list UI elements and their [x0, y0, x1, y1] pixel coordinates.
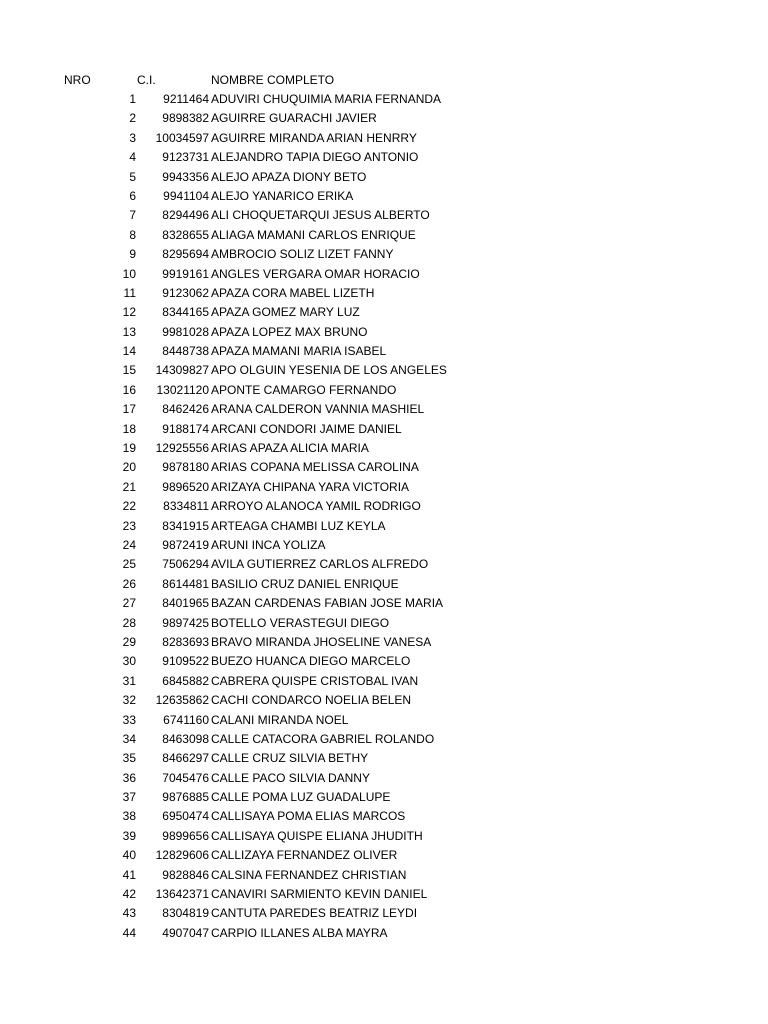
table-row [0, 265, 768, 284]
row-ci: 12925556 [155, 441, 209, 456]
row-nro: 20 [122, 460, 136, 475]
row-ci: 8294496 [162, 208, 209, 223]
row-ci: 9188174 [162, 421, 209, 436]
table-row [0, 206, 768, 225]
row-nro: 24 [122, 537, 136, 552]
row-ci: 6950474 [162, 809, 209, 824]
table-row [0, 303, 768, 322]
table-row [0, 109, 768, 128]
table-row [0, 226, 768, 245]
row-ci: 9878180 [162, 460, 209, 475]
table-row [0, 594, 768, 613]
row-ci: 13021120 [156, 382, 209, 397]
row-nro: 26 [122, 576, 136, 591]
row-name: APAZA CORA MABEL LIZETH [211, 285, 375, 300]
table-row [0, 827, 768, 846]
row-nro: 17 [122, 402, 136, 417]
row-nro: 37 [122, 790, 136, 805]
row-nro: 39 [122, 828, 136, 843]
row-nro: 9 [129, 247, 136, 262]
table-row [0, 323, 768, 342]
row-ci: 9898382 [162, 111, 209, 126]
row-nro: 8 [129, 227, 136, 242]
row-name: ARIAS COPANA MELISSA CAROLINA [211, 460, 419, 475]
row-nro: 29 [122, 634, 136, 649]
row-ci: 9896520 [162, 479, 209, 494]
row-nro: 21 [122, 479, 136, 494]
table-row [0, 129, 768, 148]
row-nro: 1 [129, 92, 136, 106]
row-name: ALEJO APAZA DIONY BETO [211, 169, 367, 184]
row-name: AMBROCIO SOLIZ LIZET FANNY [211, 247, 394, 262]
row-nro: 38 [122, 809, 136, 824]
row-name: AGUIRRE GUARACHI JAVIER [211, 111, 377, 126]
row-ci: 9897425 [162, 615, 209, 630]
row-ci: 9919161 [162, 266, 209, 281]
row-nro: 41 [122, 867, 136, 882]
row-name: CALLISAYA POMA ELIAS MARCOS [211, 809, 406, 824]
row-name: CACHI CONDARCO NOELIA BELEN [211, 693, 412, 708]
table-row [0, 866, 768, 885]
table-row [0, 749, 768, 768]
row-nro: 7 [129, 208, 136, 223]
student-list [0, 90, 768, 943]
row-name: BASILIO CRUZ DANIEL ENRIQUE [211, 576, 399, 591]
row-name: ALIAGA MAMANI CARLOS ENRIQUE [211, 227, 416, 242]
row-name: CALLE PACO SILVIA DANNY [211, 770, 370, 785]
row-name: APONTE CAMARGO FERNANDO [211, 382, 397, 397]
row-ci: 9981028 [162, 324, 209, 339]
row-ci: 8283693 [162, 634, 209, 649]
row-name: CALLIZAYA FERNANDEZ OLIVER [211, 848, 398, 863]
row-name: APO OLGUIN YESENIA DE LOS ANGELES [211, 363, 447, 378]
row-ci: 13642371 [155, 887, 209, 902]
row-nro: 31 [122, 673, 136, 688]
row-name: CALLISAYA QUISPE ELIANA JHUDITH [211, 828, 423, 843]
table-row [0, 633, 768, 652]
row-name: CALANI MIRANDA NOEL [211, 712, 349, 727]
row-name: ARTEAGA CHAMBI LUZ KEYLA [211, 518, 386, 533]
table-row [0, 284, 768, 303]
row-nro: 35 [122, 751, 136, 766]
table-row [0, 439, 768, 458]
row-nro: 36 [122, 770, 136, 785]
row-name: BAZAN CARDENAS FABIAN JOSE MARIA [211, 596, 444, 611]
row-nro: 43 [122, 906, 136, 921]
table-row [0, 807, 768, 826]
row-ci: 6741160 [163, 712, 209, 727]
row-name: ARANA CALDERON VANNIA MASHIEL [211, 402, 425, 417]
row-name: ARROYO ALANOCA YAMIL RODRIGO [211, 499, 421, 514]
table-row [0, 924, 768, 943]
row-ci: 9941104 [163, 188, 209, 203]
table-row [0, 730, 768, 749]
row-nro: 44 [122, 925, 136, 940]
row-nro: 11 [123, 285, 136, 300]
table-row [0, 555, 768, 574]
row-ci: 8328655 [162, 227, 209, 242]
row-ci: 9943356 [162, 169, 209, 184]
row-ci: 8462426 [162, 402, 209, 417]
header-ci: C.I. [137, 73, 156, 87]
row-ci: 12635862 [155, 693, 209, 708]
row-nro: 12 [122, 305, 136, 320]
table-row [0, 517, 768, 536]
table-row [0, 400, 768, 419]
row-ci: 8614481 [162, 576, 209, 591]
row-name: ALI CHOQUETARQUI JESUS ALBERTO [211, 208, 430, 223]
row-name: CALSINA FERNANDEZ CHRISTIAN [211, 867, 407, 882]
row-ci: 9109522 [162, 654, 209, 669]
table-row [0, 458, 768, 477]
row-name: BUEZO HUANCA DIEGO MARCELO [211, 654, 411, 669]
row-ci: 12829606 [155, 848, 209, 863]
table-row [0, 342, 768, 361]
row-nro: 10 [122, 266, 136, 281]
row-name: ARIZAYA CHIPANA YARA VICTORIA [211, 479, 410, 494]
row-ci: 7045476 [162, 770, 209, 785]
table-row [0, 381, 768, 400]
row-ci: 14309827 [155, 363, 209, 378]
table-row [0, 361, 768, 380]
table-row [0, 672, 768, 691]
row-ci: 8448738 [162, 344, 209, 359]
row-ci: 8344165 [162, 305, 209, 320]
row-nro: 30 [122, 654, 136, 669]
row-nro: 5 [129, 169, 136, 184]
row-name: CANTUTA PAREDES BEATRIZ LEYDI [211, 906, 418, 921]
row-ci: 4907047 [162, 925, 209, 940]
row-nro: 3 [129, 130, 136, 145]
row-nro: 27 [122, 596, 136, 611]
table-row [0, 711, 768, 730]
row-name: ARCANI CONDORI JAIME DANIEL [211, 421, 402, 436]
row-nro: 2 [129, 111, 136, 126]
row-name: ARUNI INCA YOLIZA [211, 537, 326, 552]
row-name: BRAVO MIRANDA JHOSELINE VANESA [211, 634, 432, 649]
row-name: CANAVIRI SARMIENTO KEVIN DANIEL [211, 887, 428, 902]
row-nro: 23 [122, 518, 136, 533]
table-row [0, 187, 768, 206]
row-name: AVILA GUTIERREZ CARLOS ALFREDO [211, 557, 429, 572]
row-name: ALEJANDRO TAPIA DIEGO ANTONIO [211, 150, 419, 165]
row-name: APAZA GOMEZ MARY LUZ [211, 305, 360, 320]
table-row [0, 536, 768, 555]
table-row [0, 769, 768, 788]
row-ci: 10034597 [155, 130, 209, 145]
table-row [0, 575, 768, 594]
row-ci: 8463098 [162, 731, 209, 746]
row-ci: 9211464 [163, 92, 209, 106]
row-nro: 19 [122, 441, 136, 456]
row-name: ADUVIRI CHUQUIMIA MARIA FERNANDA [211, 92, 442, 106]
table-row [0, 904, 768, 923]
table-header [0, 71, 768, 89]
row-name: AGUIRRE MIRANDA ARIAN HENRRY [211, 130, 417, 145]
table-row [0, 478, 768, 497]
row-nro: 13 [122, 324, 136, 339]
row-name: CALLE CRUZ SILVIA BETHY [211, 751, 369, 766]
table-row [0, 846, 768, 865]
row-nro: 6 [129, 188, 136, 203]
row-name: CABRERA QUISPE CRISTOBAL IVAN [211, 673, 419, 688]
header-nro: NRO [64, 73, 91, 87]
table-row [0, 90, 768, 109]
table-row [0, 691, 768, 710]
row-nro: 25 [122, 557, 136, 572]
row-name: APAZA LOPEZ MAX BRUNO [211, 324, 368, 339]
row-nro: 32 [122, 693, 136, 708]
row-nro: 14 [122, 344, 136, 359]
table-row [0, 497, 768, 516]
row-nro: 34 [122, 731, 136, 746]
row-nro: 42 [122, 887, 136, 902]
row-nro: 22 [122, 499, 136, 514]
table-row [0, 420, 768, 439]
row-ci: 8304819 [162, 906, 209, 921]
table-row [0, 168, 768, 187]
row-nro: 40 [122, 848, 136, 863]
row-nro: 16 [122, 382, 136, 397]
row-ci: 8401965 [162, 596, 209, 611]
table-row [0, 788, 768, 807]
row-ci: 8334811 [163, 499, 209, 514]
row-name: APAZA MAMANI MARIA ISABEL [211, 344, 387, 359]
row-name: ANGLES VERGARA OMAR HORACIO [211, 266, 420, 281]
row-nro: 4 [129, 150, 136, 165]
row-ci: 9123731 [162, 150, 209, 165]
row-ci: 7506294 [162, 557, 209, 572]
table-row [0, 614, 768, 633]
row-ci: 8341915 [162, 518, 209, 533]
row-ci: 6845882 [162, 673, 209, 688]
row-ci: 9123062 [162, 285, 209, 300]
table-row [0, 148, 768, 167]
header-nombre-completo: NOMBRE COMPLETO [211, 73, 335, 87]
row-name: ALEJO YANARICO ERIKA [211, 188, 354, 203]
row-ci: 8295694 [162, 247, 209, 262]
row-name: CALLE CATACORA GABRIEL ROLANDO [211, 731, 435, 746]
row-ci: 9872419 [162, 537, 209, 552]
row-nro: 15 [122, 363, 136, 378]
row-name: ARIAS APAZA ALICIA MARIA [211, 441, 369, 456]
row-ci: 9899656 [162, 828, 209, 843]
row-nro: 18 [122, 421, 136, 436]
row-ci: 9828846 [162, 867, 209, 882]
row-ci: 9876885 [162, 790, 209, 805]
row-name: CALLE POMA LUZ GUADALUPE [211, 790, 391, 805]
row-name: BOTELLO VERASTEGUI DIEGO [211, 615, 390, 630]
row-ci: 8466297 [162, 751, 209, 766]
row-name: CARPIO ILLANES ALBA MAYRA [211, 925, 388, 940]
row-nro: 28 [122, 615, 136, 630]
table-row [0, 652, 768, 671]
table-row [0, 245, 768, 264]
row-nro: 33 [122, 712, 136, 727]
table-row [0, 885, 768, 904]
